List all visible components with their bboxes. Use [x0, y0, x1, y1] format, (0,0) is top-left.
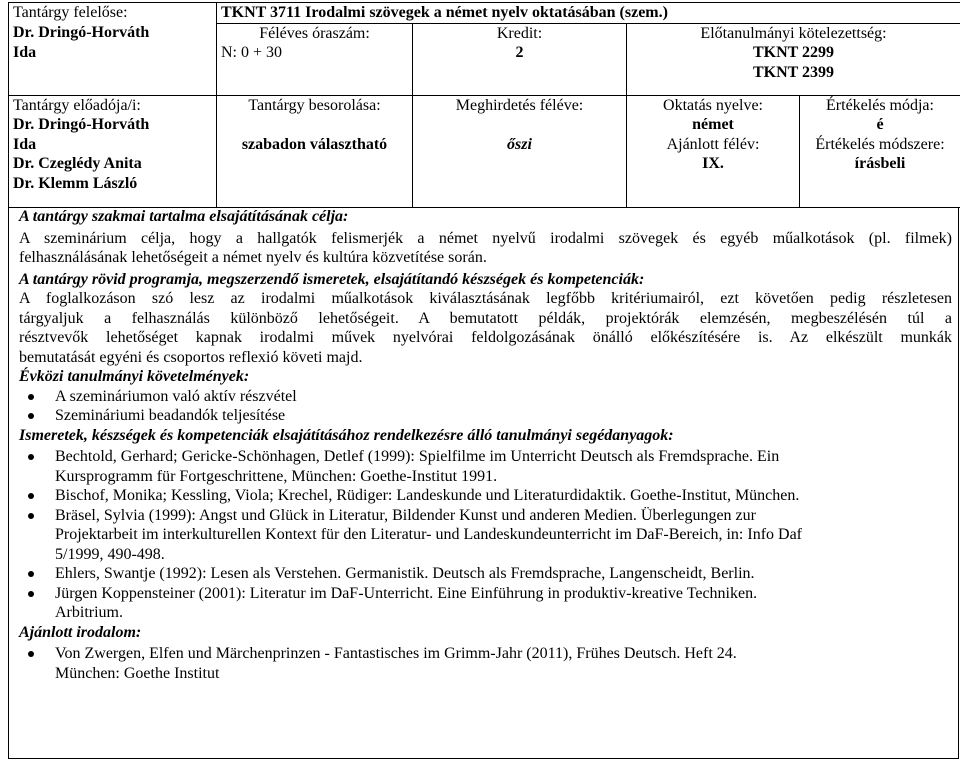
- recommended-semester-value: IX.: [702, 155, 724, 172]
- course-title: TKNT 3711 Irodalmi szövegek a német nyelv oktatásában (szem.): [217, 3, 960, 24]
- prereq-code-2: TKNT 2399: [752, 63, 835, 81]
- list-item: Von Zwergen, Elfen und Märchenprinzen - Fantastisches im Grimm-Jahr (2011), Frühes Deutsch. Heft 24. München: Goethe Institut: [19, 644, 952, 683]
- semester-label: Meghirdetés féléve:: [455, 96, 584, 114]
- responsible-name-cont: Ida: [13, 43, 37, 61]
- requirements-heading: Évközi tanulmányi követelmények:: [19, 368, 250, 385]
- language-cell: [627, 95, 800, 207]
- recommended-semester-label: Ajánlott félév:: [666, 135, 760, 153]
- responsible-label: Tantárgy felelőse:: [9, 3, 217, 24]
- program-line: A foglalkozáson szó lesz az irodalmi műalkotások kiválasztásának legfőbb kritériumairól, ezt követően pedig részletesen: [19, 290, 952, 307]
- materials-heading: Ismeretek, készségek és kompetenciák elsajátításához rendelkezésre álló tanulmányi segédanyagok:: [19, 426, 674, 444]
- program-text: [19, 289, 952, 367]
- header-table: [8, 2, 960, 208]
- list-item: Bechtold, Gerhard; Gericke-Schönhagen, Detlef (1999): Spielfilme im Unterricht Deutsch als Fremdsprache. Ein Kursprogramm für Fortgeschrittene, München: Goethe-Institut 1991.: [19, 447, 952, 486]
- evaluation-method-value: írásbeli: [854, 155, 906, 172]
- prereq-label: Előtanulmányi kötelezettség:: [700, 24, 887, 42]
- evaluation-label: Értékelés módja:: [826, 96, 934, 114]
- program-heading: A tantárgy rövid programja, megszerzendő ismeretek, elsajátítandó készségek és kompetenciák:: [19, 270, 645, 288]
- language-value: német: [692, 116, 734, 133]
- classification-value: szabadon választható: [241, 135, 388, 153]
- semester-cell: [413, 95, 627, 207]
- program-line: bemutatását egyéni és csoportos reflexió követi majd.: [19, 348, 363, 366]
- lecturer-name-1: Dr. Dringó-Horváth: [13, 116, 150, 133]
- goal-heading: A tantárgy szakmai tartalma elsajátításának célja:: [19, 208, 349, 225]
- list-item: Szemináriumi beadandók teljesítése: [19, 406, 952, 426]
- program-line: tárgyaljuk a felhasználás különböző lehetőségeit. A bemutatott példák, projektórák elemzésén, megbeszélésén túl a: [19, 309, 952, 327]
- semester-value: őszi: [507, 135, 532, 153]
- hours-value: N: 0 + 30: [221, 44, 283, 61]
- evaluation-value: é: [876, 116, 884, 133]
- goal-line: A szeminárium célja, hogy a hallgatók felismerjék a német nyelvű irodalmi szövegek és egyéb műalkotások (pl. filmek): [19, 229, 952, 247]
- lecturer-name-2: Dr. Czeglédy Anita: [13, 155, 142, 172]
- lecturer-label: Tantárgy előadója/i:: [13, 96, 141, 114]
- goal-text: [19, 229, 952, 268]
- recommended-reading-heading: Ajánlott irodalom:: [19, 623, 142, 641]
- credit-value: 2: [515, 44, 524, 61]
- course-description: [8, 207, 959, 759]
- list-item: Jürgen Koppensteiner (2001): Literatur im DaF-Unterricht. Eine Einführung in produktiv-kreative Techniken. Arbitrium.: [19, 584, 952, 623]
- recommended-reading-list: [19, 644, 952, 683]
- requirements-list: [19, 387, 952, 426]
- lecturer-cell: [9, 95, 217, 207]
- list-item: Bräsel, Sylvia (1999): Angst und Glück in Literatur, Bildender Kunst und anderen Medien. Überlegungen zur Projektarbeit im interkulturellen Kontext für den Literatur- und Landeskundeunterricht im DaF-Bereich, in: Info Daf 5/1999, 490-498.: [19, 506, 952, 565]
- program-line: résztvevők lehetőséget kapnak irodalmi művek nyelvórai feldolgozásának önálló előkészítésére is. Az elkészült munkák: [19, 329, 952, 346]
- lecturer-name-1-cont: Ida: [13, 135, 37, 153]
- list-item: Bischof, Monika; Kessling, Viola; Krechel, Rüdiger: Landeskunde und Literaturdidaktik. Goethe-Institut, München.: [19, 486, 952, 506]
- goal-line: felhasználásának lehetőségeit a német nyelv és kultúra közvetítése során.: [19, 249, 487, 266]
- evaluation-cell: [800, 95, 960, 207]
- list-item: Ehlers, Swantje (1992): Lesen als Verstehen. Germanistik. Deutsch als Fremdsprache, Langenscheidt, Berlin.: [19, 564, 952, 584]
- hours-cell: [217, 23, 413, 95]
- classification-label: Tantárgy besorolása:: [248, 96, 381, 114]
- credit-cell: [413, 23, 627, 95]
- credit-label: Kredit:: [496, 24, 543, 42]
- materials-list: [19, 447, 952, 623]
- evaluation-method-label: Értékelés módszere:: [815, 135, 945, 153]
- responsible-cell: [9, 23, 217, 95]
- responsible-name: Dr. Dringó-Horváth: [13, 24, 150, 41]
- list-item: A szemináriumon való aktív részvétel: [19, 387, 952, 407]
- hours-label: Féléves óraszám:: [259, 24, 370, 42]
- language-label: Oktatás nyelve:: [663, 96, 763, 114]
- lecturer-name-3: Dr. Klemm László: [13, 174, 138, 192]
- classification-cell: [217, 95, 413, 207]
- prereq-cell: [627, 23, 960, 95]
- prereq-code-1: TKNT 2299: [752, 44, 835, 61]
